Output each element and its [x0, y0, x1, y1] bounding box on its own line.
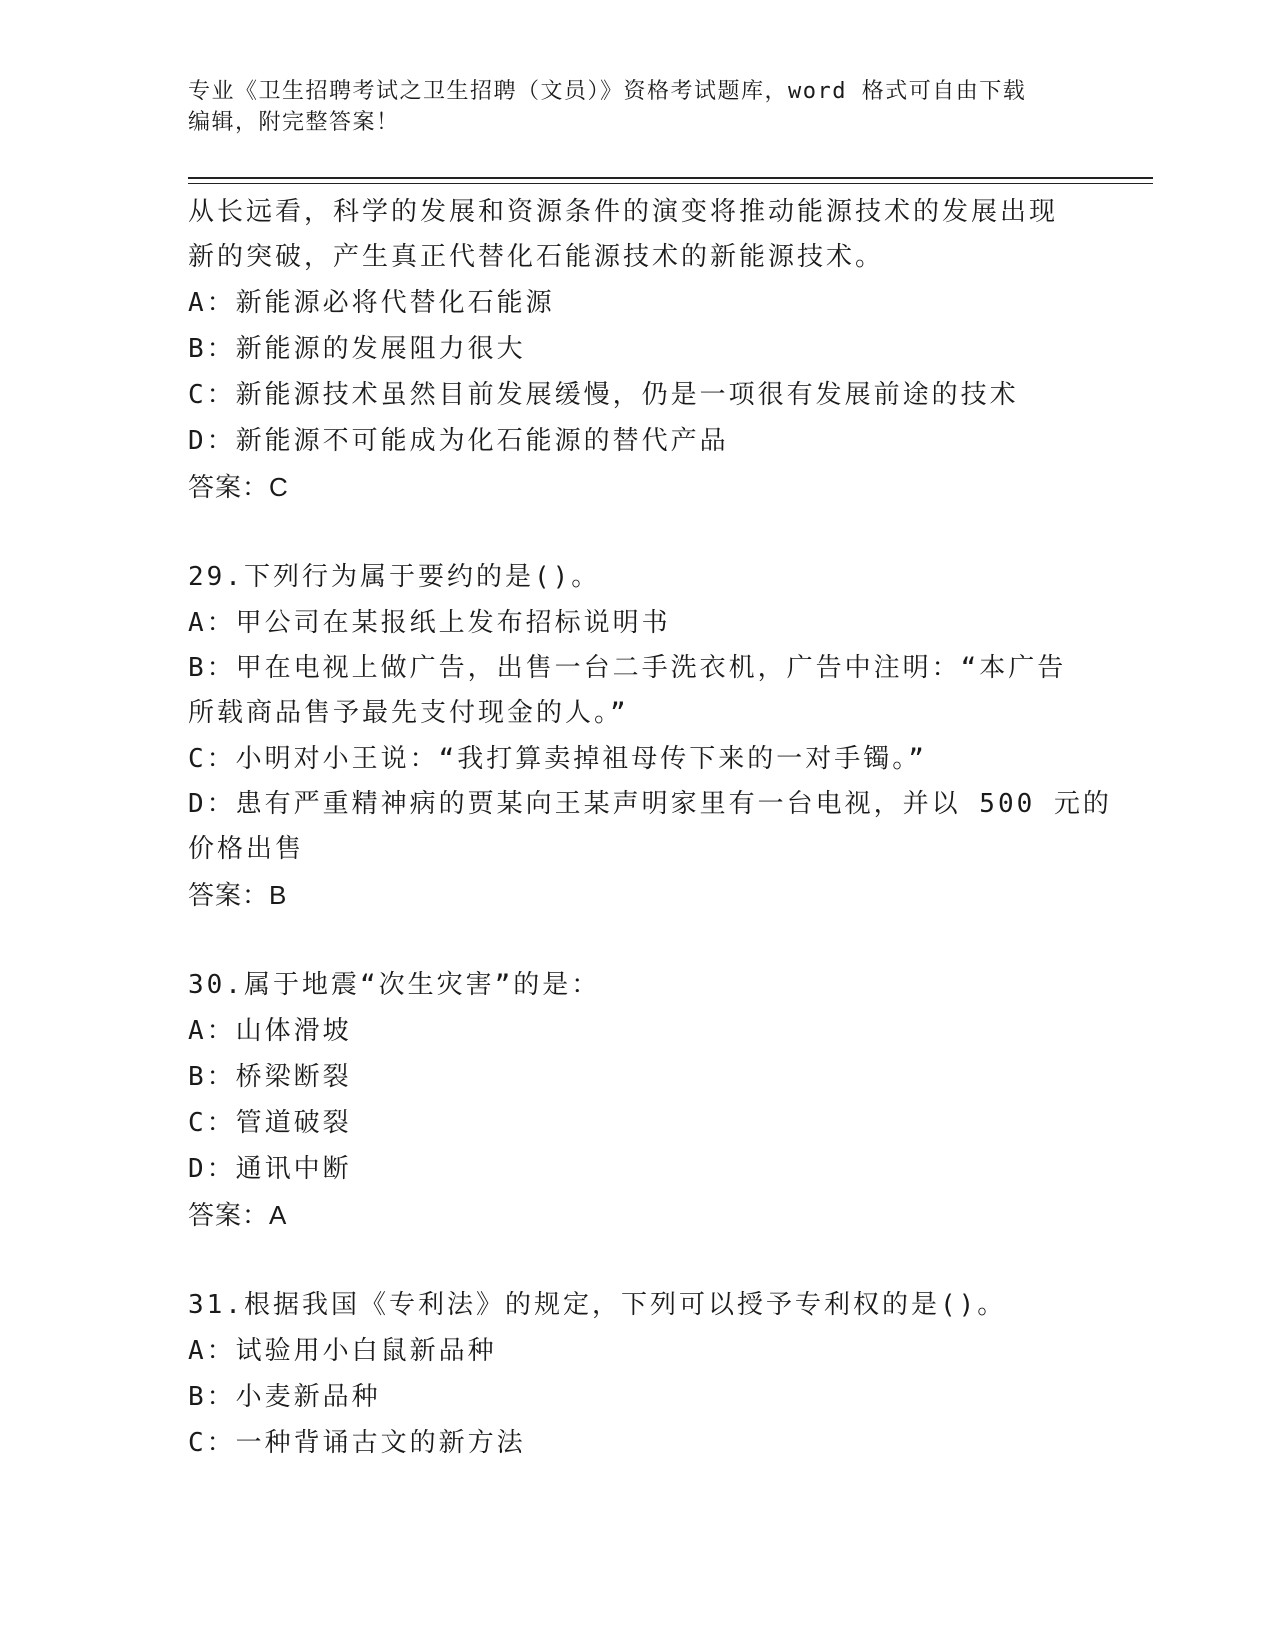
- option-b: B：新能源的发展阻力很大: [188, 334, 526, 364]
- question-stem: 31.根据我国《专利法》的规定，下列可以授予专利权的是()。: [188, 1290, 1007, 1320]
- option-b: B：小麦新品种: [188, 1382, 381, 1412]
- option-d: D：通讯中断: [188, 1154, 352, 1184]
- answer-label: 答案：B: [188, 880, 288, 910]
- spacer: [188, 510, 1088, 554]
- option-b-line-2: 所载商品售予最先支付现金的人。”: [188, 698, 629, 728]
- answer-label: 答案：C: [188, 472, 289, 502]
- option-d: D：新能源不可能成为化石能源的替代产品: [188, 426, 729, 456]
- document-header: [188, 76, 1088, 138]
- option-c: C：小明对小王说：“我打算卖掉祖母传下来的一对手镯。”: [188, 744, 927, 774]
- option-a: A：试验用小白鼠新品种: [188, 1336, 497, 1366]
- question-28: [188, 190, 1088, 510]
- option-b: B：桥梁断裂: [188, 1062, 352, 1092]
- spacer: [188, 1238, 1088, 1282]
- header-line-1: 专业《卫生招聘考试之卫生招聘（文员）》资格考试题库，word 格式可自由下载: [188, 79, 1027, 104]
- question-content: [188, 190, 1112, 1466]
- option-c: C：管道破裂: [188, 1108, 352, 1138]
- header-rule-thin: [188, 183, 1153, 184]
- question-stem-line: 从长远看，科学的发展和资源条件的演变将推动能源技术的发展出现: [188, 197, 1059, 227]
- question-30: [188, 962, 1088, 1238]
- question-29: [188, 554, 1112, 918]
- option-a: A：山体滑坡: [188, 1016, 352, 1046]
- header-rule-thick: [188, 177, 1153, 179]
- spacer: [188, 918, 1088, 962]
- option-c: C：一种背诵古文的新方法: [188, 1428, 526, 1458]
- question-stem-line: 新的突破，产生真正代替化石能源技术的新能源技术。: [188, 242, 885, 272]
- question-31: [188, 1282, 1088, 1466]
- question-stem: 29.下列行为属于要约的是()。: [188, 562, 601, 592]
- option-d-line-1: D：患有严重精神病的贾某向王某声明家里有一台电视，并以 500 元的: [188, 789, 1112, 819]
- option-a: A：新能源必将代替化石能源: [188, 288, 555, 318]
- option-b-line-1: B：甲在电视上做广告，出售一台二手洗衣机，广告中注明：“本广告: [188, 653, 1067, 683]
- option-a: A：甲公司在某报纸上发布招标说明书: [188, 608, 671, 638]
- option-c: C：新能源技术虽然目前发展缓慢，仍是一项很有发展前途的技术: [188, 380, 1019, 410]
- option-d-line-2: 价格出售: [188, 834, 305, 864]
- answer-label: 答案：A: [188, 1200, 288, 1230]
- header-line-2: 编辑，附完整答案！: [188, 110, 400, 135]
- question-stem: 30.属于地震“次生灾害”的是：: [188, 970, 601, 1000]
